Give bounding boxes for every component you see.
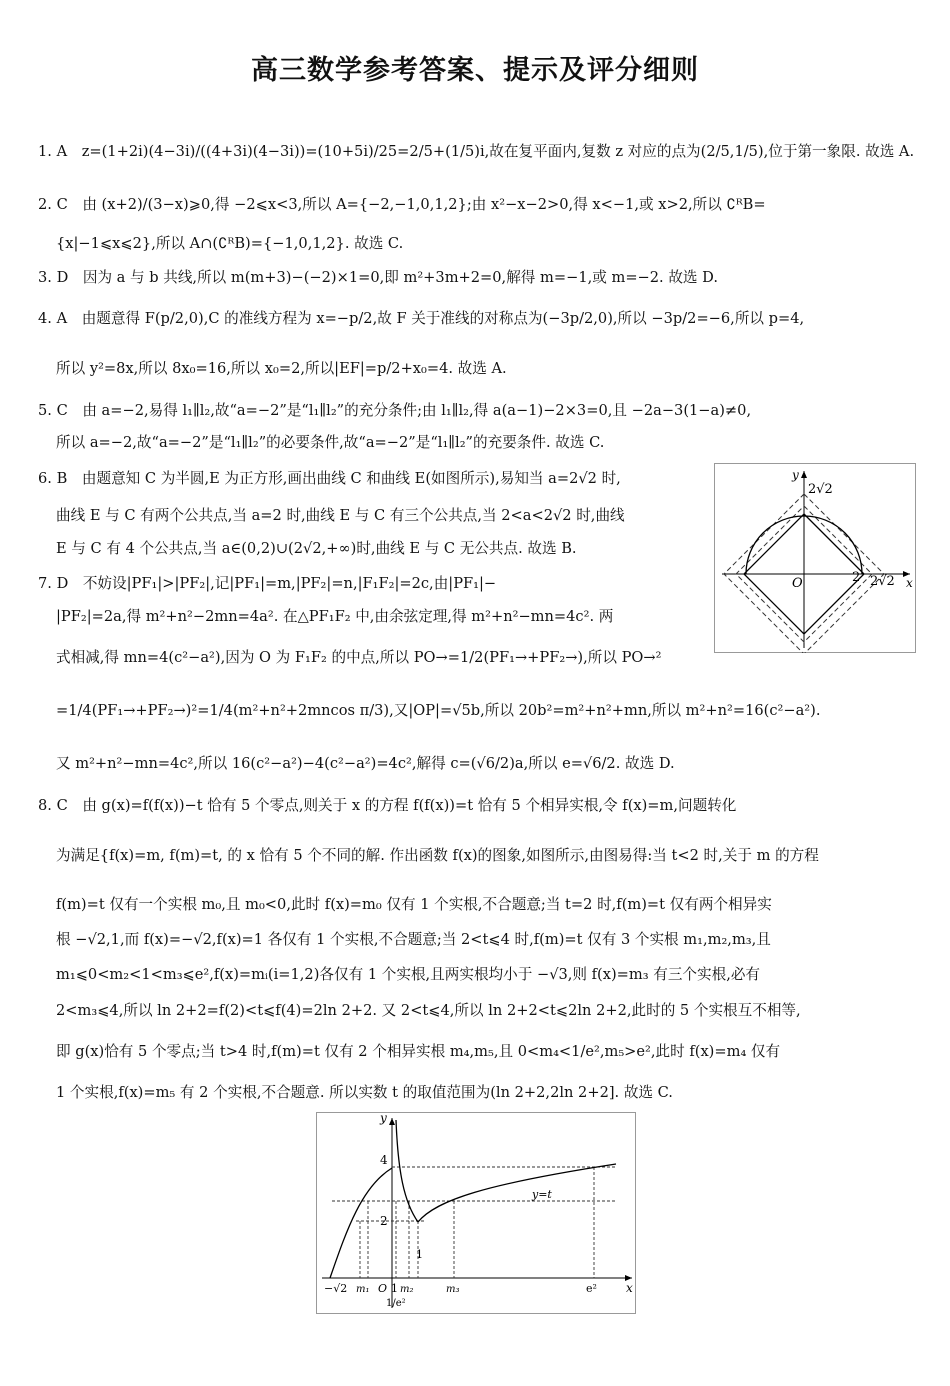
answer-7-line-3: 式相减,得 mn=4(c²−a²),因为 O 为 F₁F₂ 的中点,所以 PO→=1/2(PF₁→+PF₂→),所以 PO→² — [56, 649, 662, 666]
answer-7-line-1: 7. D 不妨设|PF₁|>|PF₂|,记|PF₁|=m,|PF₂|=n,|F₁F₂|=2c,由|PF₁|− — [38, 575, 497, 592]
fig8-tick-4: 4 — [380, 1153, 388, 1167]
fig8-m2: m₂ — [400, 1284, 414, 1295]
fig8-one-below: 1 — [391, 1282, 398, 1295]
answer-8-line-6: 2<m₃⩽4,所以 ln 2+2=f(2)<t⩽f(4)=2ln 2+2. 又 2<t⩽4,所以 ln 2+2<t⩽2ln 2+2,此时的 5 个实根互不相等, — [56, 1002, 801, 1019]
fig8-one-over-e2: 1/e² — [386, 1298, 406, 1309]
answer-2-line-2: {x|−1⩽x⩽2},所以 A∩(∁ᴿB)={−1,0,1,2}. 故选 C. — [56, 235, 404, 252]
answer-2-line-1: 2. C 由 (x+2)/(3−x)⩾0,得 −2⩽x<3,所以 A={−2,−1,0,1,2};由 x²−x−2>0,得 x<−1,或 x>2,所以 ∁ᴿB= — [38, 196, 766, 213]
fig6-top-label: 2√2 — [808, 482, 833, 497]
answer-8-line-4: 根 −√2,1,而 f(x)=−√2,f(x)=1 各仅有 1 个实根,不合题意;当 2<t⩽4 时,f(m)=t 仅有 3 个实根 m₁,m₂,m₃,且 — [56, 931, 771, 948]
answer-7-line-2: |PF₂|=2a,得 m²+n²−2mn=4a². 在△PF₁F₂ 中,由余弦定理,得 m²+n²−mn=4c². 两 — [56, 608, 614, 625]
page-title: 高三数学参考答案、提示及评分细则 — [251, 55, 699, 86]
fig8-m1: m₁ — [356, 1284, 370, 1295]
fig8-neg-root2: −√2 — [324, 1282, 348, 1295]
answer-8-line-8: 1 个实根,f(x)=m₅ 有 2 个实根,不合题意. 所以实数 t 的取值范围为(ln 2+2,2ln 2+2]. 故选 C. — [56, 1084, 673, 1101]
answer-5-line-2: 所以 a=−2,故“a=−2”是“l₁∥l₂”的必要条件,故“a=−2”是“l₁∥l₂”的充要条件. 故选 C. — [56, 434, 605, 451]
answer-8-line-7: 即 g(x)恰有 5 个零点;当 t>4 时,f(m)=t 仅有 2 个相异实根 m₄,m₅,且 0<m₄<1/e²,m₅>e²,此时 f(x)=m₄ 仅有 — [56, 1043, 781, 1060]
figure-6 — [714, 463, 916, 653]
fig6-y-axis-label: y — [792, 468, 799, 482]
answer-8-line-5: m₁⩽0<m₂<1<m₃⩽e²,f(x)=mᵢ(i=1,2)各仅有 1 个实根,且两实根均小于 −√3,则 f(x)=m₃ 有三个实根,必有 — [56, 966, 761, 983]
answer-7-line-5: 又 m²+n²−mn=4c²,所以 16(c²−a²)−4(c²−a²)=4c²,解得 c=(√6/2)a,所以 e=√6/2. 故选 D. — [56, 755, 675, 772]
figure-8 — [316, 1112, 636, 1314]
fig8-e2: e² — [586, 1282, 597, 1295]
fig6-x-label-2root2: 2√2 — [870, 574, 895, 589]
fig8-m3: m₃ — [446, 1284, 460, 1295]
answer-1-line: 1. A z=(1+2i)(4−3i)/((4+3i)(4−3i))=(10+5i)/25=2/5+(1/5)i,故在复平面内,复数 z 对应的点为(2/5,1/5),位于第一象限. 故选 A. — [38, 143, 915, 160]
answer-7-line-4: =1/4(PF₁→+PF₂→)²=1/4(m²+n²+2mncos π/3),又|OP|=√5b,所以 20b²=m²+n²+mn,所以 m²+n²=16(c²−a²). — [56, 702, 821, 719]
answer-6-line-3: E 与 C 有 4 个公共点,当 a∈(0,2)∪(2√2,+∞)时,曲线 E 与 C 无公共点. 故选 B. — [56, 540, 577, 557]
answer-3-line: 3. D 因为 a 与 b 共线,所以 m(m+3)−(−2)×1=0,即 m²+3m+2=0,解得 m=−1,或 m=−2. 故选 D. — [38, 269, 718, 286]
answer-5-line-1: 5. C 由 a=−2,易得 l₁∥l₂,故“a=−2”是“l₁∥l₂”的充分条件;由 l₁∥l₂,得 a(a−1)−2×3=0,且 −2a−3(1−a)≠0, — [38, 402, 752, 419]
fig6-x-label-2: 2 — [852, 570, 861, 585]
answer-8-line-1: 8. C 由 g(x)=f(f(x))−t 恰有 5 个零点,则关于 x 的方程 f(f(x))=t 恰有 5 个相异实根,令 f(x)=m,问题转化 — [38, 797, 737, 814]
fig6-x-axis-label: x — [906, 576, 913, 590]
answer-8-line-2: 为满足{f(x)=m, f(m)=t, 的 x 恰有 5 个不同的解. 作出函数 f(x)的图象,如图所示,由图易得:当 t<2 时,关于 m 的方程 — [56, 847, 819, 864]
answer-4-line-1: 4. A 由题意得 F(p/2,0),C 的准线方程为 x=−p/2,故 F 关于准线的对称点为(−3p/2,0),所以 −3p/2=−6,所以 p=4, — [38, 310, 805, 327]
answer-4-line-2: 所以 y²=8x,所以 8x₀=16,所以 x₀=2,所以|EF|=p/2+x₀=4. 故选 A. — [56, 360, 507, 377]
answer-8-line-3: f(m)=t 仅有一个实根 m₀,且 m₀<0,此时 f(x)=m₀ 仅有 1 个实根,不合题意;当 t=2 时,f(m)=t 仅有两个相异实 — [56, 896, 772, 913]
fig6-origin-label: O — [792, 576, 803, 591]
fig8-tick-2: 2 — [380, 1214, 388, 1228]
fig8-line-label: y=t — [532, 1188, 552, 1201]
answer-6-line-2: 曲线 E 与 C 有两个公共点,当 a=2 时,曲线 E 与 C 有三个公共点,当 2<a<2√2 时,曲线 — [56, 507, 625, 524]
fig8-y-axis-label: y — [380, 1112, 387, 1125]
fig8-x-axis-label: x — [626, 1281, 633, 1295]
fig8-one-above: 1 — [416, 1248, 423, 1261]
answer-6-line-1: 6. B 由题意知 C 为半圆,E 为正方形,画出曲线 C 和曲线 E(如图所示),易知当 a=2√2 时, — [38, 470, 621, 487]
fig8-origin: O — [378, 1282, 388, 1295]
